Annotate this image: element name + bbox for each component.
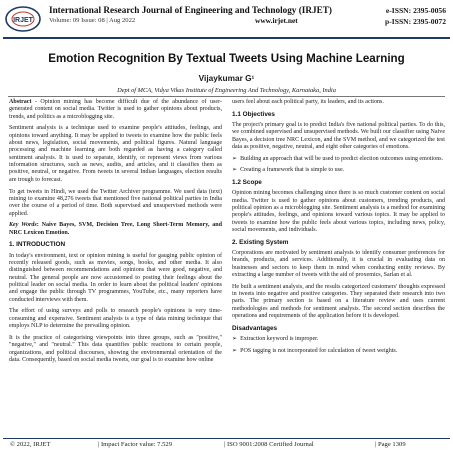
section-heading-disadvantages: Disadvantages	[232, 324, 278, 332]
paper-title: Emotion Recognition By Textual Tweets Using Machine Learning	[48, 52, 405, 65]
bullet-text: Building an approach that will be used to predict election outcomes using emotions.	[240, 155, 444, 162]
journal-url[interactable]: www.irjet.net	[255, 16, 298, 25]
bullet-text: Creating a framework that is simple to use.	[240, 167, 345, 174]
paragraph: Corporations are motivated by sentiment analysis to identify consumer preferences for brands, products, and services. Additionally, it is crucial in evaluating data on businesses and sectors to keep them in mind when conducting entity reviews. By extracting a large number of tweets with the aid of proxemics, Sarlan et al.	[232, 249, 445, 279]
bullet-text: POS tagging is not incorporated for calculation of tweet weights.	[240, 347, 398, 354]
paragraph: The effort of using surveys and polls to research people's opinions is very time- consuming and expensive. Sentiment analysis is a type of data mining technique that employs NLP to determine the prevailing opinion.	[9, 308, 222, 330]
keywords	[9, 222, 222, 237]
paragraph: He built a sentiment analysis, and the results categorized customers' thoughts expressed in tweets into negative and positive categories. They separated their research into two parts. The primary section is based on a literature review and uses current methodologies and methods for sentiment analysis. The second section describes the operations and requirements of the application before it is developed.	[232, 283, 445, 320]
paragraph: In today's environment, text or opinion mining is useful for gauging public opinion of recently released goods, such as movies, songs, books, and other media. It also distinguished between recommendations and opinions that were good, negative, and neutral. The general people are now accustomed to posting their feelings about the political leader on social media. In order to learn about the political leaders' opinions and engage the public through TV programmes, YouTube, etc., many reporters have conducted interviews with them.	[9, 252, 222, 303]
arrow-bullet-icon: ➢	[232, 155, 238, 162]
footer-impact-factor: | Impact Factor value: 7.529	[98, 441, 173, 448]
bullet-item	[232, 336, 445, 343]
footer-page-number: | Page 1309	[375, 441, 406, 448]
issn-block	[385, 5, 446, 27]
section-heading-objectives: 1.1 Objectives	[232, 110, 275, 118]
bullet-text: Extraction keyword is improper.	[240, 336, 319, 343]
footer-divider	[3, 438, 450, 439]
journal-name: International Research Journal of Engineering and Technology (IRJET)	[49, 5, 332, 15]
volume-issue: Volume: 09 Issue: 08 | Aug 2022	[49, 17, 136, 24]
bullet-item	[232, 156, 445, 163]
section-heading-scope: 1.2 Scope	[232, 179, 262, 187]
abstract-text: - Opinion mining has become difficult due of the abundance of user-generated content on social media. Twitter is used to gather opinions about products, trends, and politics as a microblogging site.	[9, 99, 222, 120]
keywords-label: Key Words	[9, 222, 37, 229]
left-column	[9, 99, 222, 369]
pissn: p-ISSN: 2395-0072	[385, 17, 446, 26]
journal-header	[3, 2, 450, 42]
author-affiliation: Dept of MCA, Vidya Vikas Institute of Engineering And Technology, Karnataka, India	[117, 87, 336, 94]
paragraph: The project's primary goal is to predict India's five national political parties. To do this, we combined supervised and unsupervised methods. We built our classifier using Naive Bayes, a decision tree NRC Lexicon, and the SVM method, and we categorized the test data as positive, negative, neutral, and eight other categories of emotions.	[232, 121, 445, 150]
section-heading-introduction: 1. INTRODUCTION	[9, 241, 66, 249]
bullet-item	[232, 348, 445, 355]
header-divider	[3, 37, 450, 39]
paragraph: Opinion mining becomes challenging since there is so much customer content on social media. Twitter is used to gather opinions about customers, trending products, and political opinion as a microblogging site. Sentiment analysis is a method for examining people's attitudes, feelings, and opinions toward various topics. It may be applied to tweets to examine how the public feels about various topics, including news, policy, social movements, and individuals.	[232, 190, 445, 234]
footer-iso: | ISO 9001:2008 Certified Journal	[224, 441, 314, 448]
paragraph: It is the practice of categorising viewpoints into three groups, such as "positive," "negative," and "neutral." This data quantifies public reactions to certain people, organizations, and political discourses, showing the environmental orientation of the data. Consequently, based on social media tweets, our goal is to examine how online	[9, 334, 222, 363]
keywords-text: : Naive Bayes, SVM, Decision Tree, Long Short-Term Memory, and NRC Lexicon Emotion.	[9, 222, 222, 236]
affiliation-divider	[8, 96, 445, 97]
paragraph: To get tweets in Hindi, we used the Twitter Archiver programme. We used data (text) mining to examine 48,276 tweets that mentioned five national political parties in India over the course of a period of time. Both supervised and unsupervised methods were applied.	[9, 188, 222, 217]
arrow-bullet-icon: ➢	[232, 167, 238, 174]
arrow-bullet-icon: ➢	[232, 347, 238, 354]
bullet-item	[232, 167, 445, 174]
section-heading-existing-system: 2. Existing System	[232, 238, 289, 246]
paragraph: Sentiment analysis is a technique used to examine people's attitudes, feelings, and opinions toward anything. It may be applied to tweets to examine how the public feels about news, legislation, social movements, and political figures. Natural language processing and machine learning are both regarded as having a category called sentiment analysis. It is used to separate, identify, or represent views from various information structures, such as news, audits, and articles, and it classifies them as positive, neutral, or negative. From tweets in several Indian languages, election results are trough to forecast.	[9, 125, 222, 183]
irjet-logo	[3, 4, 43, 36]
arrow-bullet-icon: ➢	[232, 336, 238, 343]
author-name: Vijaykumar G¹	[198, 73, 255, 83]
abstract-label: Abstract	[9, 99, 32, 105]
svg-text:IRJET: IRJET	[13, 17, 33, 24]
page-footer	[0, 441, 453, 451]
abstract	[9, 99, 222, 121]
right-column	[232, 99, 445, 360]
eissn: e-ISSN: 2395-0056	[385, 6, 446, 15]
paragraph: users feel about each political party, its leaders, and its actions.	[232, 99, 384, 105]
footer-copyright: © 2022, IRJET	[10, 441, 51, 448]
